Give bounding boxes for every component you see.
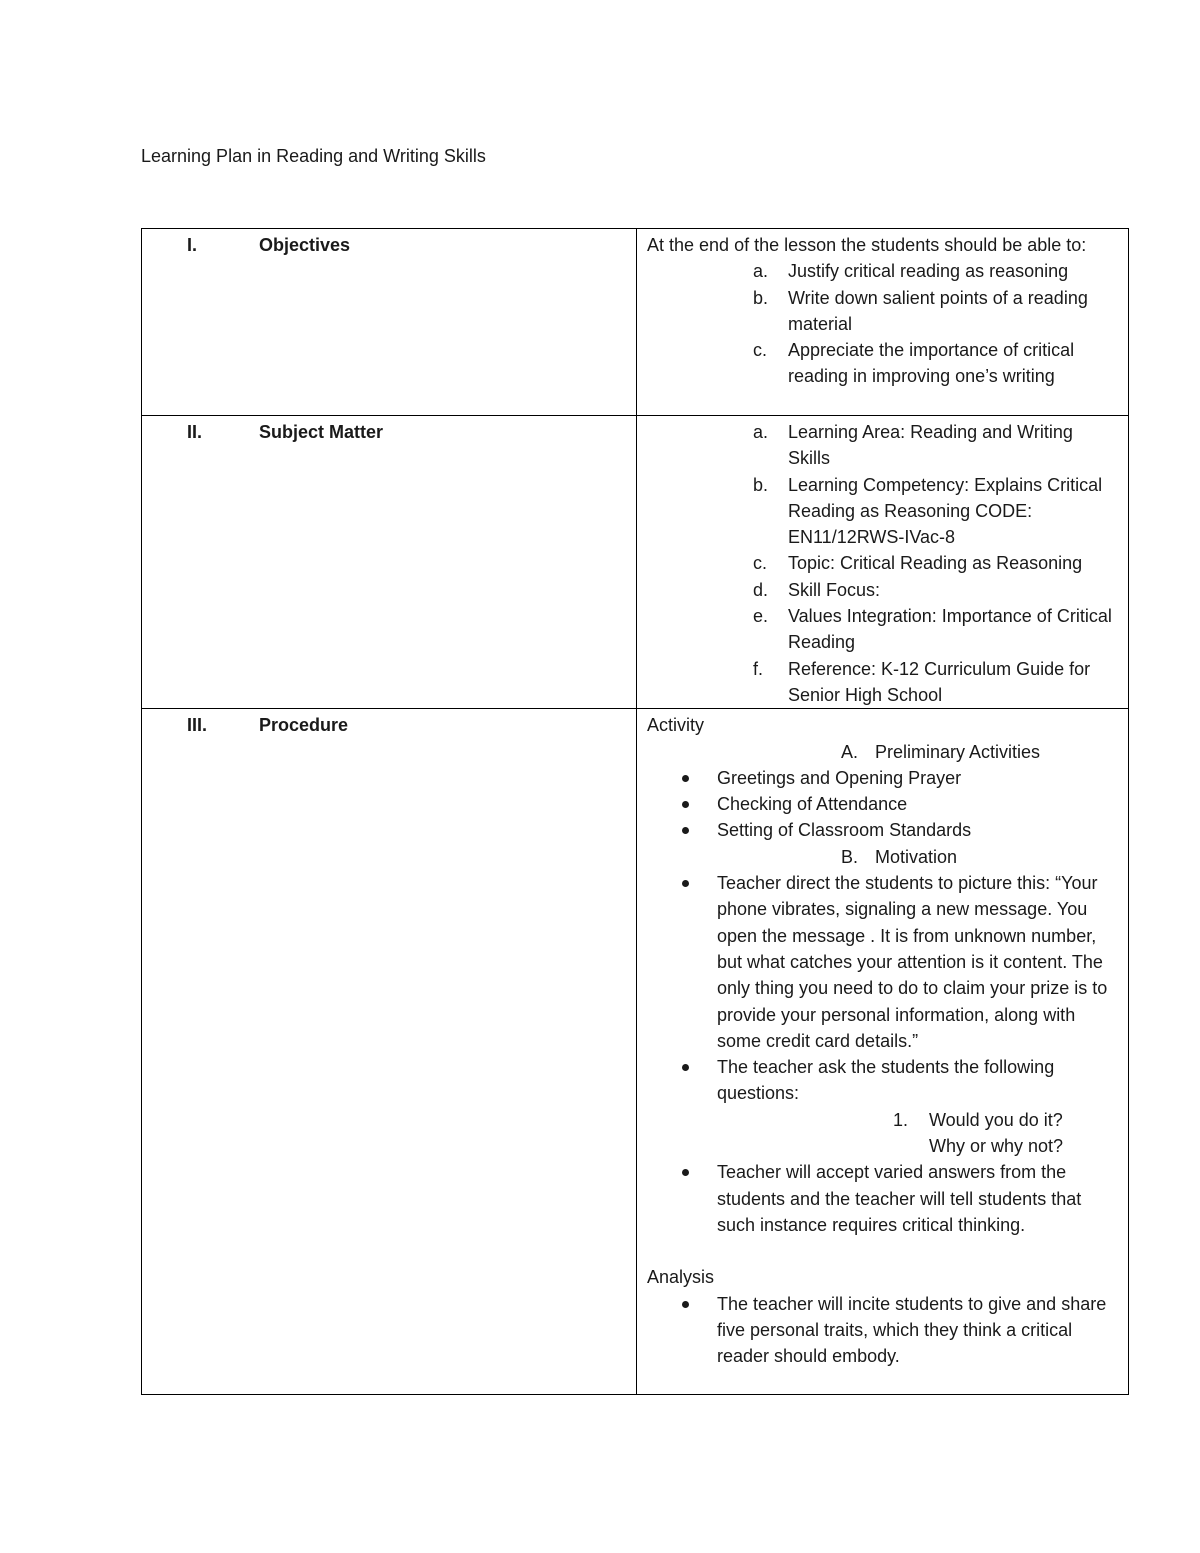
bullet-icon bbox=[682, 1301, 689, 1308]
objectives-row bbox=[142, 229, 1129, 416]
objectives-heading-cell bbox=[142, 229, 637, 416]
bullet-icon bbox=[682, 775, 689, 782]
list-marker: c. bbox=[753, 553, 768, 574]
analysis-label: Analysis bbox=[647, 1267, 715, 1288]
activity-label: Activity bbox=[647, 715, 705, 736]
list-item bbox=[647, 656, 1116, 709]
section-numeral: I. bbox=[187, 235, 198, 255]
list-item-text: Greetings and Opening Prayer bbox=[717, 767, 962, 788]
objectives-intro: At the end of the lesson the students should be able to: bbox=[647, 235, 1087, 255]
list-item bbox=[647, 419, 1116, 472]
list-marker: a. bbox=[753, 422, 769, 442]
list-item-text: The teacher ask the students the following questions: bbox=[717, 1057, 1055, 1104]
subheading-text: Motivation bbox=[875, 846, 958, 867]
list-item bbox=[647, 1054, 1116, 1107]
procedure-row bbox=[142, 709, 1129, 1395]
list-item bbox=[647, 870, 1116, 1054]
subheading-text: Preliminary Activities bbox=[875, 741, 1041, 762]
learning-plan-table bbox=[141, 228, 1129, 1395]
list-marker: A. bbox=[841, 741, 859, 762]
list-item-text: Appreciate the importance of critical reading in improving one’s writing bbox=[788, 340, 1075, 387]
list-item bbox=[647, 472, 1116, 551]
list-item-text: Teacher will accept varied answers from the students and the teacher will tell students that such instance requires critical thinking. bbox=[717, 1162, 1082, 1235]
list-marker: e. bbox=[753, 606, 769, 627]
section-title: Procedure bbox=[259, 715, 349, 736]
list-item bbox=[647, 791, 1116, 817]
objectives-content-cell bbox=[637, 229, 1129, 416]
bullet-icon bbox=[682, 827, 689, 834]
bullet-icon bbox=[682, 880, 689, 887]
question-item bbox=[647, 1107, 1079, 1160]
subject-matter-heading-cell bbox=[142, 416, 637, 709]
section-title: Objectives bbox=[259, 235, 351, 255]
section-title: Subject Matter bbox=[259, 422, 384, 442]
list-marker: d. bbox=[753, 579, 769, 600]
procedure-content-cell bbox=[637, 709, 1129, 1395]
bullet-icon bbox=[682, 801, 689, 808]
list-marker: a. bbox=[753, 261, 769, 282]
preliminary-activities-heading bbox=[647, 739, 1116, 765]
list-item bbox=[647, 603, 1116, 656]
list-item-text: Values Integration: Importance of Critical Reading bbox=[788, 606, 1112, 653]
list-marker: c. bbox=[753, 340, 768, 361]
bullet-icon bbox=[682, 1064, 689, 1071]
list-item-text: Topic: Critical Reading as Reasoning bbox=[788, 553, 1083, 574]
list-item bbox=[647, 337, 1116, 390]
list-marker: b. bbox=[753, 287, 769, 308]
list-item-text: The teacher will incite students to give and share five personal traits, which they think a critical reader should embody. bbox=[717, 1293, 1107, 1367]
list-marker: 1. bbox=[893, 1109, 909, 1130]
document-title: Learning Plan in Reading and Writing Skills bbox=[141, 146, 486, 166]
list-item-text: Checking of Attendance bbox=[717, 794, 908, 815]
procedure-heading-cell bbox=[142, 709, 637, 1395]
list-item-text: Teacher direct the students to picture this: “Your phone vibrates, signaling a new message. You open the message . It is from unknown number, but what catches your attention is it content. The only thing you need to do to claim your prize is to provide your personal information, along with some credit card details.” bbox=[717, 873, 1108, 1051]
list-item bbox=[647, 1159, 1116, 1238]
list-item-text: Learning Competency: Explains Critical Reading as Reasoning CODE: EN11/12RWS-IVac-8 bbox=[788, 474, 1103, 548]
objectives-heading bbox=[142, 232, 636, 258]
list-item bbox=[647, 577, 1116, 603]
list-item bbox=[647, 765, 1116, 791]
list-item bbox=[647, 258, 1116, 284]
bullet-icon bbox=[682, 1169, 689, 1176]
list-item-text: Setting of Classroom Standards bbox=[717, 820, 972, 841]
list-marker: B. bbox=[841, 846, 859, 867]
motivation-heading bbox=[647, 844, 1116, 870]
list-item bbox=[647, 550, 1116, 576]
list-item bbox=[647, 1291, 1116, 1370]
subject-matter-row bbox=[142, 416, 1129, 709]
section-numeral: III. bbox=[187, 715, 208, 736]
question-text: Would you do it? Why or why not? bbox=[929, 1109, 1064, 1157]
list-item-text: Skill Focus: bbox=[788, 579, 881, 600]
list-marker: f. bbox=[753, 658, 764, 679]
list-marker: b. bbox=[753, 474, 769, 495]
list-item-text: Justify critical reading as reasoning bbox=[788, 261, 1069, 282]
list-item bbox=[647, 817, 1116, 843]
section-numeral: II. bbox=[187, 422, 203, 442]
spacer bbox=[647, 1238, 1116, 1264]
subject-matter-heading bbox=[142, 419, 636, 445]
list-item-text: Reference: K-12 Curriculum Guide for Senior High School bbox=[788, 658, 1091, 705]
procedure-heading bbox=[142, 712, 636, 738]
list-item-text: Write down salient points of a reading material bbox=[788, 287, 1088, 334]
subject-matter-content-cell bbox=[637, 416, 1129, 709]
list-item bbox=[647, 285, 1116, 338]
list-item-text: Learning Area: Reading and Writing Skills bbox=[788, 422, 1073, 469]
